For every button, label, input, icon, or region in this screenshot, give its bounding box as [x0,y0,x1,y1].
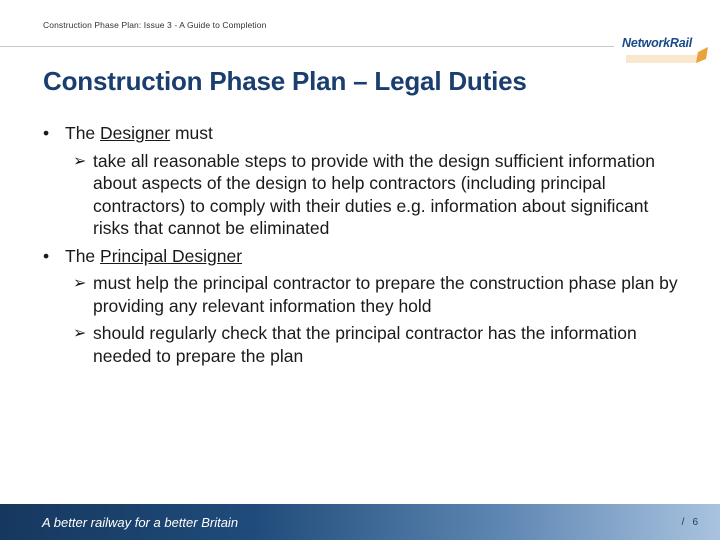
footer-slogan: A better railway for a better Britain [42,515,239,530]
sub-list-item [43,270,683,320]
page-title: Construction Phase Plan – Legal Duties [43,66,527,96]
document-header-title: Construction Phase Plan: Issue 3 - A Guide to Completion [43,20,267,30]
bullet-icon: • [43,123,50,143]
network-rail-logo [620,34,710,64]
bullet-text: The Principal Designer [65,245,243,266]
page-separator: / [681,517,685,528]
arrow-bullet-icon: ➢ [73,325,87,342]
page-number: 6 [692,517,698,528]
sub-list-item [43,320,683,370]
sub-item-text: should regularly check that the principal contractor has the information needed to prepare the plan [93,323,637,366]
role-designer: Designer [100,123,171,143]
page-indicator [682,517,698,528]
list-item [43,120,683,148]
arrow-bullet-icon: ➢ [73,275,87,292]
sub-item-text: must help the principal contractor to prepare the construction phase plan by providing any relevant information they hold [93,273,678,316]
bullet-text: The Designer must [65,123,213,143]
sub-item-text: take all reasonable steps to provide with the design sufficient information about aspects of the design to help contractors (including principal contractors) to comply with their duties e.g. information about significant risks that cannot be eliminated [93,150,655,238]
logo-wordmark: NetworkRail [622,36,693,50]
bullet-icon: • [43,245,50,266]
header-divider [0,46,614,47]
footer-bar [0,504,720,540]
sub-list-item [43,148,683,243]
list-item [43,243,683,271]
role-principal-designer: Principal Designer [100,245,243,266]
bullet-list [43,120,683,370]
arrow-bullet-icon: ➢ [73,152,87,170]
